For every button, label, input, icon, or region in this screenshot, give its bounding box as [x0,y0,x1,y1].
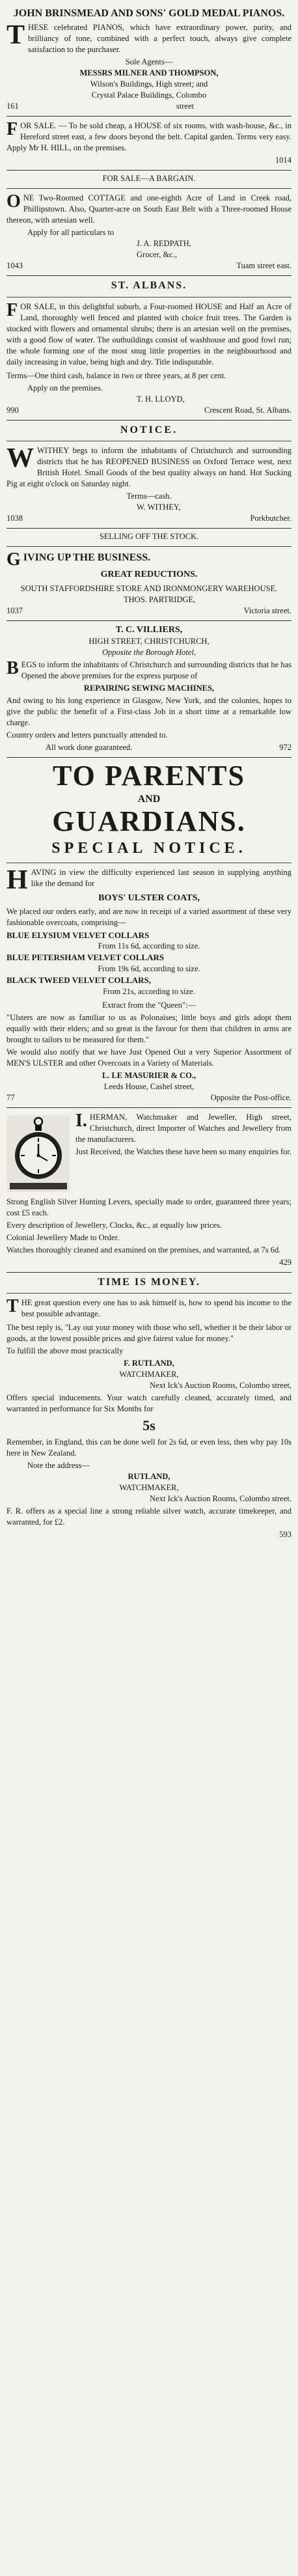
ad-body: Strong English Silver Hunting Levers, specially made to order, guaranteed three years; cost £5 each. [7,1197,291,1217]
ad-body: Remember, in England, this can be done well for 2s 6d, or even less, then why pay 10s here in New Zealand. [7,1437,291,1458]
ad-body: EGS to inform the inhabitants of Christchurch and surrounding districts that he has Opened the above premises for the express purpose of [21,660,291,681]
ad-body: OR SALE. — To be sold cheap, a HOUSE of six rooms, with wash-house, &c., in Hereford street east, a few doors beyond the belt. Capital garden. Terms very easy. Apply Mr H. HILL, on the premises. [7,120,291,152]
service-line: REPAIRING SEWING MACHINES, [83,684,215,693]
address-line: Opposite the Post-office. [210,1092,291,1102]
ad-number: 990 [7,405,19,415]
ad-heading: FOR SALE—A BARGAIN. [102,173,196,183]
ad-heading: ST. ALBANS. [111,279,187,291]
advertiser-name: T. C. VILLIERS, [115,625,183,635]
advertiser-name: W. WITHEY, [137,503,181,512]
terms-line: Terms—cash. [126,492,172,501]
address-line: Next Ick's Auction Rooms, Colombo street, [150,1381,291,1391]
apply-line: Apply on the premises. [27,383,103,393]
ad-number: 1038 [7,514,23,523]
drop-cap: T [7,1296,19,1317]
ad-body: OR SALE, in this delightful suburb, a Four-roomed HOUSE and Half an Acre of Land, thoroughly well fenced and planted with choice fruit trees. The Garden is stocked with flowers and ornamental shrubs; there is an artesian well on the premises, with a good flow of water. The outbuildings consist of washhouse and good fowl run; the whole forming one of the most snug little properties in the neighbourhood and daily increasing in value, being high and dry. Title indisputable. [7,301,291,367]
ad-villiers-sewing [7,621,291,758]
advertiser-name: RUTLAND, [128,1472,170,1482]
drop-cap: W [7,443,34,474]
advertiser-role: WATCHMAKER, [119,1370,179,1379]
ad-body: HE great question every one has to ask himself is, how to spend his income to the best possible advantage. [21,1298,291,1319]
ad-body: Every description of Jewellery, Clocks, &c., at equally low prices. [7,1220,223,1230]
firm-name: L. LE MASURIER & CO., [102,1070,196,1080]
ad-body: To fulfill the above most practically [7,1346,124,1356]
ad-herman-watchmaker [7,1108,291,1273]
advertiser-role: Porkbutcher. [250,514,291,523]
advertiser-name: T. H. LLOYD, [137,394,185,404]
ad-number: 1037 [7,606,23,616]
drop-cap: O [7,191,21,212]
product-heading: BOYS' ULSTER COATS, [98,893,200,904]
address-line: Crescent Road, St. Albans. [204,405,291,415]
ad-body: NE Two-Roomed COTTAGE and one-eighth Acre of Land in Creek road, Phillipstown. Also, Quarter-acre on South East Belt with a Three-roomed House thereon, with artesian well. [7,193,291,225]
drop-cap: F [7,118,18,139]
ad-body: HESE celebrated PIANOS, which have extraordinary power, purity, and brilliancy of tone, combined with a perfect touch, always give complete satisfaction to the purchaser. [28,22,291,54]
terms-line: Terms—One third cash, balance in two or three years, at 8 per cent. [7,370,226,380]
ad-heading: SELLING OFF THE STOCK. [99,532,199,542]
apply-line: Apply for all particulars to [27,227,115,237]
ad-number: 161 [7,101,19,111]
ad-body: We placed our orders early, and are now in receipt of a varied assortment of these very fashionable overcoats, comprising— [7,906,291,927]
product-item: BLUE PETERSHAM VELVET COLLARS [7,952,165,963]
store-name: SOUTH STAFFORDSHIRE STORE AND IRONMONGERY WAREHOUSE. [20,584,278,594]
product-price: From 19s 6d, according to size. [98,963,200,973]
drop-cap: F [7,299,18,320]
ad-time-is-money [7,1273,291,1545]
ad-heading: NOTICE. [120,424,178,436]
advertiser-role: Grocer, &c., [137,249,177,259]
ad-body: HERMAN, Watchmaker and Jeweller, High street, Christchurch, direct Importer of Watches and Jewellery from the manufacturers. [75,1112,291,1144]
pocket-watch-icon [7,1115,70,1192]
address-line: Leeds House, Cashel street, [103,1081,195,1091]
agents-label: Sole Agents— [125,57,173,66]
ad-body: Offers special inducements. Your watch carefully cleaned, accurately timed, and warranted in performance for Six Months for [7,1393,291,1414]
ad-body: F. R. offers as a special line a strong reliable silver watch, accurate timekeeper, and warranted, for £2. [7,1506,291,1527]
drop-cap: I. [75,1110,87,1131]
ad-brinsmead-pianos [7,4,291,117]
ad-parents-guardians [7,758,291,1107]
drop-cap: G [7,549,21,570]
ad-body: Colonial Jewellery Made to Order. [7,1232,120,1242]
ad-number: 1043 [7,260,23,270]
ad-number: 77 [7,1092,15,1102]
address-line: HIGH STREET, CHRISTCHURCH, [88,637,210,646]
advertiser-name: THOS. PARTRIDGE, [124,595,196,605]
address-line: Victoria street. [243,606,291,616]
advertiser-name: F. RUTLAND, [124,1359,174,1368]
advertiser-role: WATCHMAKER, [119,1483,179,1493]
note-line: Note the address— [27,1461,90,1471]
ad-body: AVING in view the difficulty experienced last season in supplying anything like the demand for [31,868,291,889]
ad-body: Watches thoroughly cleaned and examined on the premises, and warranted, at 7s 6d. [7,1245,281,1254]
ad-body: Just Received, the Watches these have been so many enquiries for. [75,1146,291,1156]
ad-withey-notice [7,421,291,529]
address-line: Crystal Palace Buildings, Colombo [91,90,207,100]
ad-bargain [7,171,291,276]
drop-cap: B [7,658,19,679]
ad-body: We would also notify that we have Just Opened Out a very Superior Assortment of MEN'S ULSTER and other Overcoats in a Variety of Materials. [7,1047,291,1068]
agents-name: MESSRS MILNER AND THOMPSON, [79,68,219,77]
product-price: From 21s, according to size. [103,986,195,996]
product-price: From 11s 6d, according to size. [98,941,200,951]
product-item: BLUE ELYSIUM VELVET COLLARS [7,930,150,940]
drop-cap: H [7,865,28,896]
ad-number: 972 [279,743,291,753]
ad-number: 593 [279,1530,291,1540]
extract-label: Extract from the "Queen":— [102,1000,196,1010]
ad-heading: TIME IS MONEY. [98,1276,200,1288]
address-line: Wilson's Buildings, High street; and [90,79,208,89]
ad-house-for-sale [7,117,291,171]
price: 5s [142,1417,156,1434]
ad-number: 1014 [275,155,291,165]
drop-cap: T [7,20,25,50]
guarantee-line: All work done guaranteed. [46,743,133,753]
ad-body: The best reply is, "Lay out your money with those who sell, whether it be their labor or goods, at the lowest possible prices and give fairest value for money." [7,1323,291,1344]
ad-selling-off-stock [7,529,291,621]
ad-body: Country orders and letters punctually attended to. [7,730,168,740]
ad-heading: JOHN BRINSMEAD AND SONS' GOLD MEDAL PIANOS. [13,8,285,19]
address-line: street [176,101,194,111]
ad-body: WITHEY begs to inform the inhabitants of Christchurch and surrounding districts that he has REOPENED BUSINESS on Oxford Terrace west, next British Hotel. Small Goods of the best quality always on hand. Hot Sucking Pig at eight o'clock on Saturday night. [7,446,291,489]
headline: IVING UP THE BUSINESS. [23,552,151,564]
address-line: Next Ick's Auction Rooms, Colombo street. [150,1494,291,1504]
ad-st-albans [7,276,291,421]
address-line: Tuam street east. [236,260,291,270]
product-item: BLACK TWEED VELVET COLLARS, [7,975,152,985]
headline: TO PARENTS [53,760,245,792]
headline: GUARDIANS. [52,805,246,838]
ad-body: And owing to his long experience in Glasgow, New York, and the colonies, hopes to give the public the benefit of a First-class Job in a short time at a remarkable low charge. [7,696,291,728]
ad-number: 429 [279,1257,291,1267]
subheadline: GREAT REDUCTIONS. [100,570,198,580]
address-line: Opposite the Borough Hotel, [102,648,196,658]
advertiser-name: J. A. REDPATH, [137,238,191,248]
quote: "Ulsters are now as familiar to us as Polonaises; little boys and girls adopt them equally with their elders; and so great is the favour for them that children in arms are brought to tailors to be measured for them." [7,1012,291,1044]
headline-conjunction: AND [137,793,161,805]
special-notice: SPECIAL NOTICE. [51,839,247,857]
pocket-watch-illustration [7,1115,70,1193]
